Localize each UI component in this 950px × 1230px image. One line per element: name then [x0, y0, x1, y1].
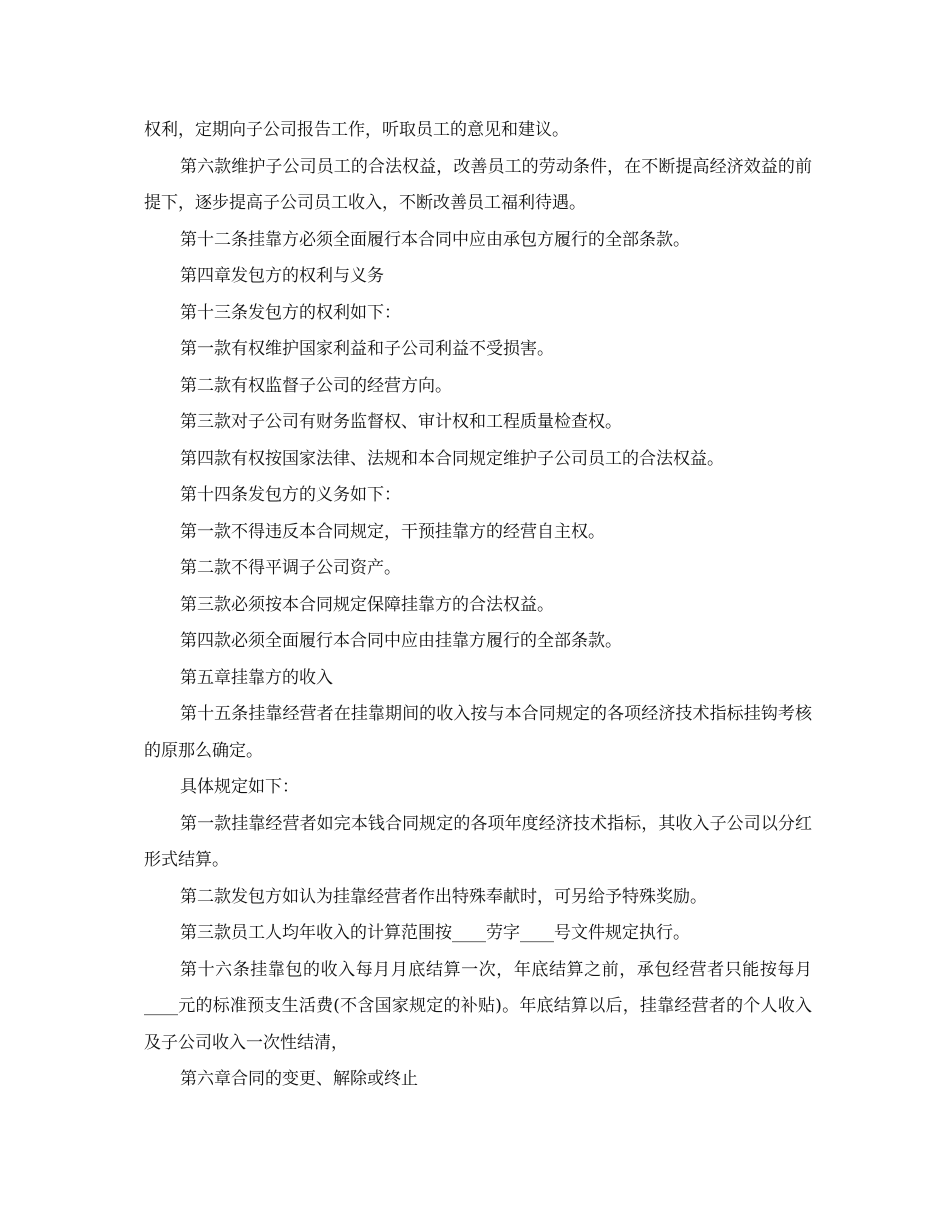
- chapter-6-heading: 第六章合同的变更、解除或终止: [180, 1069, 418, 1089]
- paragraph-article-15-clause-2: 第二款发包方如认为挂靠经营者作出特殊奉献时，可另给予特殊奖励。: [180, 886, 707, 907]
- paragraph-clause-6-staff-rights: 第六款维护子公司员工的合法权益，改善员工的劳动条件，在不断提高经济效益的前提下，逐步提高子公司员工收入，不断改善员工福利待遇。: [144, 156, 812, 213]
- chapter-4-heading: 第四章发包方的权利与义务: [180, 266, 384, 286]
- paragraph-article-14-clause-1: 第一款不得违反本合同规定，干预挂靠方的经营自主权。: [180, 521, 605, 542]
- paragraph-article-13: 第十三条发包方的权利如下：: [180, 302, 401, 323]
- paragraph-article-13-clause-3: 第三款对子公司有财务监督权、审计权和工程质量检查权。: [180, 412, 622, 432]
- paragraph-article-14-clause-2: 第二款不得平调子公司资产。: [180, 558, 401, 578]
- paragraph-article-13-clause-2: 第二款有权监督子公司的经营方向。: [180, 375, 452, 396]
- paragraph-article-13-clause-4: 第四款有权按国家法律、法规和本合同规定维护子公司员工的合法权益。: [180, 448, 724, 469]
- paragraph-article-14-clause-3: 第三款必须按本合同规定保障挂靠方的合法权益。: [180, 594, 554, 615]
- paragraph-article-12: 第十二条挂靠方必须全面履行本合同中应由承包方履行的全部条款。: [180, 229, 690, 250]
- paragraph-article-14-clause-4: 第四款必须全面履行本合同中应由挂靠方履行的全部条款。: [180, 631, 622, 651]
- paragraph-article-15-clause-1: 第一款挂靠经营者如完本钱合同规定的各项年度经济技术指标，其收入子公司以分红形式结算。: [144, 813, 812, 870]
- paragraph-article-15: 第十五条挂靠经营者在挂靠期间的收入按与本合同规定的各项经济技术指标挂钩考核的原那么确定。: [144, 704, 812, 761]
- paragraph-continued: 权利，定期向子公司报告工作，听取员工的意见和建议。: [144, 120, 569, 140]
- paragraph-article-16: 第十六条挂靠包的收入每月月底结算一次，年底结算之前，承包经营者只能按每月____元的标准预支生活费(不含国家规定的补贴)。年底结算以后，挂靠经营者的个人收入及子公司收入一次性结清，: [144, 959, 812, 1053]
- paragraph-article-13-clause-1: 第一款有权维护国家利益和子公司利益不受损害。: [180, 339, 554, 359]
- paragraph-article-15-clause-3: 第三款员工人均年收入的计算范围按____劳字____号文件规定执行。: [180, 923, 690, 943]
- paragraph-article-14: 第十四条发包方的义务如下：: [180, 485, 401, 505]
- paragraph-specific-rules: 具体规定如下：: [180, 777, 299, 797]
- document-body: [144, 112, 812, 1098]
- chapter-5-heading: 第五章挂靠方的收入: [180, 667, 333, 688]
